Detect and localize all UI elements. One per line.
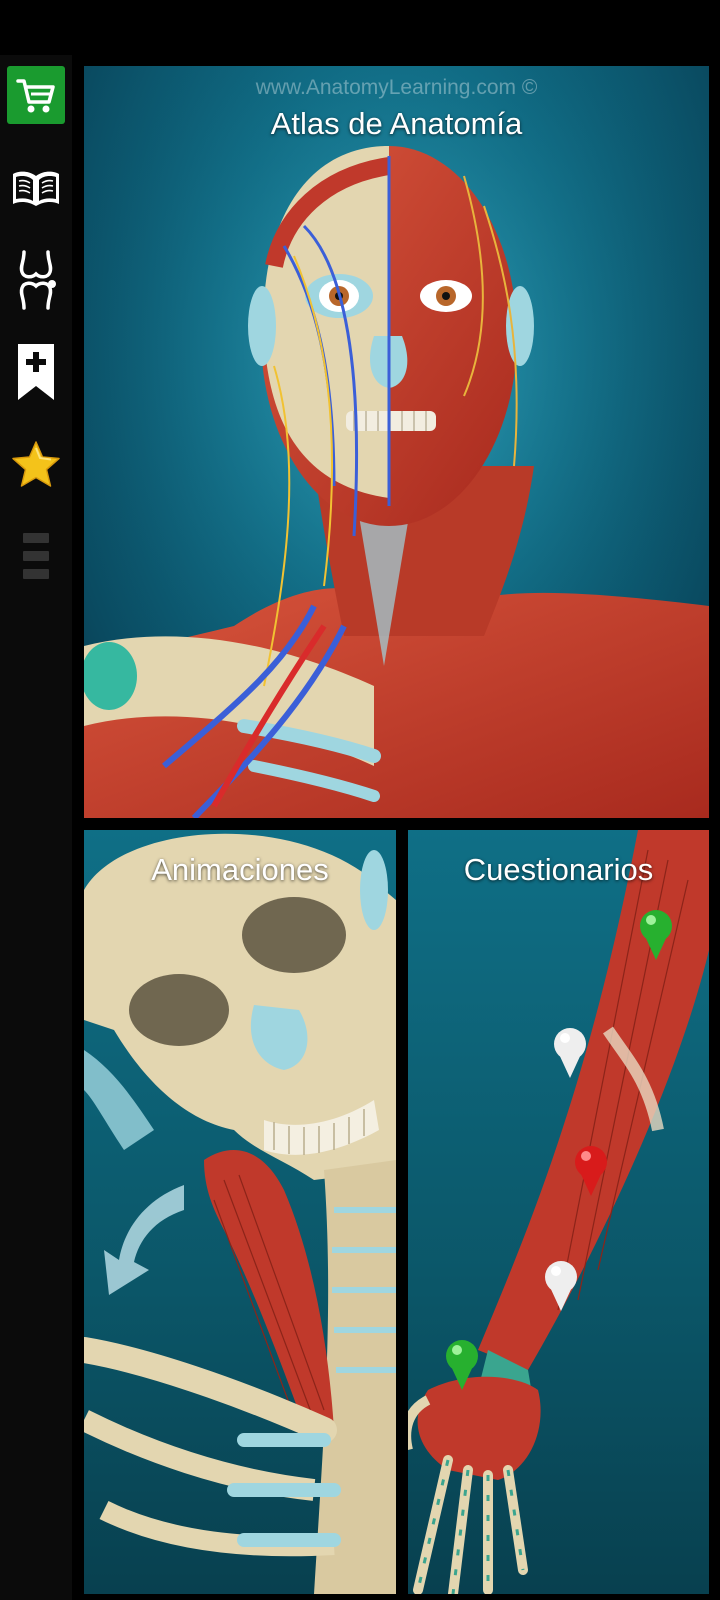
atlas-tile[interactable] [84,66,709,818]
bookmark-plus-icon [16,342,56,402]
animations-tile[interactable] [84,830,396,1594]
open-book-icon [10,168,62,208]
atlas-button[interactable] [7,159,65,217]
bookmarks-button[interactable] [7,343,65,401]
menu-button[interactable] [7,527,65,585]
menu-icon [21,531,51,581]
atlas-title: Atlas de Anatomía [270,106,523,141]
arm-muscles-illustration [408,830,709,1594]
status-bar [0,0,720,55]
joint-button[interactable] [7,251,65,309]
favorites-button[interactable] [7,435,65,493]
animations-title: Animaciones [151,852,329,887]
anatomy-head-illustration [84,66,709,818]
quizzes-title: Cuestionarios [463,852,654,887]
sidebar [0,55,72,1600]
skull-neck-illustration [84,830,396,1594]
cart-button[interactable] [7,66,65,124]
quizzes-tile[interactable] [408,830,709,1594]
watermark: www.AnatomyLearning.com © [255,76,538,99]
star-icon [11,440,61,488]
shopping-cart-icon [15,76,57,114]
knee-joint-icon [14,250,58,310]
